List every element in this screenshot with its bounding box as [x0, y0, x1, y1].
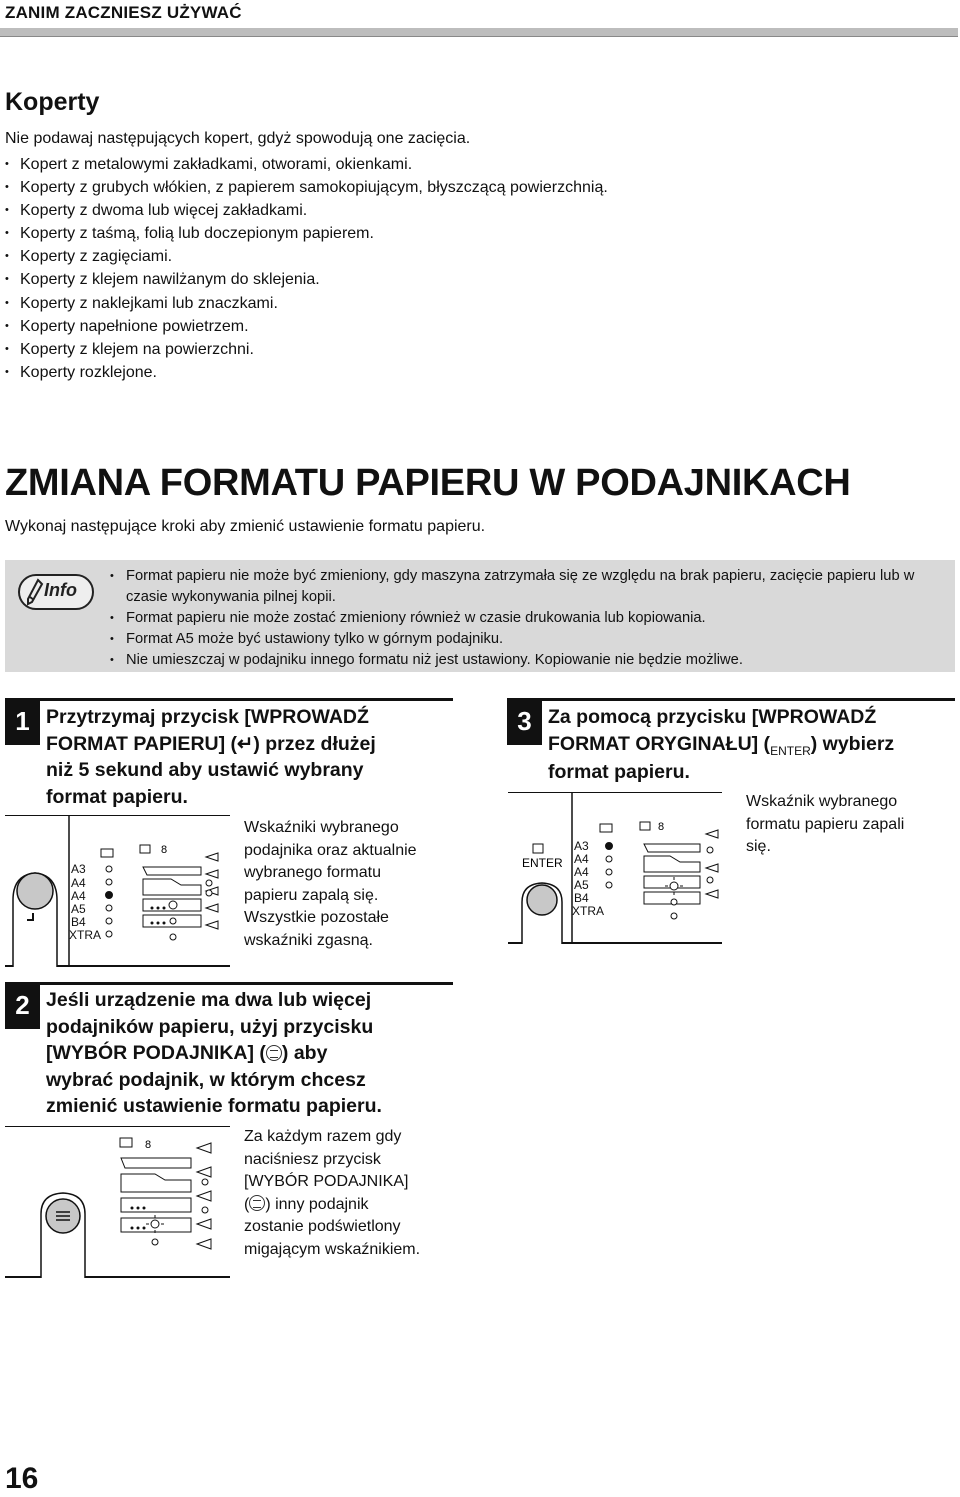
step-2-number: 2	[5, 985, 40, 1029]
step-3-number: 3	[507, 701, 542, 745]
step-1-instruction: Przytrzymaj przycisk [WPROWADŹ FORMAT PAPIERU] (↵) przez dłużej niż 5 sekund aby ustawić wybrany format papieru.	[46, 706, 376, 808]
info-item: • Format papieru nie może być zmieniony, gdy maszyna zatrzymała się ze względu na brak papieru, zacięcie papieru lub w czasie wykonywania pilnej kopii.	[110, 566, 940, 608]
running-header: ZANIM ZACZNIESZ UŻYWAĆ	[5, 3, 242, 22]
tray-select-icon	[266, 1045, 282, 1061]
control-panel-illustration-2	[5, 1126, 230, 1278]
list-item: • Koperty z grubych włókien, z papierem samokopiującym, błyszczącą powierzchnią.	[5, 176, 608, 199]
step-2-rule	[5, 982, 453, 985]
list-item: • Koperty z dwoma lub więcej zakładkami.	[5, 199, 608, 222]
size-label-xtra: XTRA	[572, 904, 605, 918]
step-1-caption: Wskaźniki wybranego podajnika oraz aktualnie wybranego formatu papieru zapalą się. Wszystkie pozostałe wskaźniki zgasną.	[244, 819, 417, 949]
info-item: • Format A5 może być ustawiony tylko w górnym podajniku.	[110, 629, 940, 650]
pencil-icon	[26, 578, 44, 606]
section-heading: ZMIANA FORMATU PAPIERU W PODAJNIKACH	[5, 462, 851, 504]
page-number: 16	[5, 1462, 39, 1495]
svg-text:8: 8	[145, 1139, 152, 1151]
size-label-a5: A5	[71, 902, 86, 916]
size-label-a5: A5	[574, 878, 589, 892]
header-bar	[0, 28, 958, 36]
step-3-caption: Wskaźnik wybranego formatu papieru zapali się.	[746, 793, 905, 855]
list-item: • Koperty rozklejone.	[5, 361, 608, 384]
step-1-number: 1	[5, 701, 40, 745]
list-item: • Koperty z naklejkami lub znaczkami.	[5, 292, 608, 315]
envelopes-intro: Nie podawaj następujących kopert, gdyż spowodują one zacięcia.	[5, 130, 471, 147]
list-item: • Kopert z metalowymi zakładkami, otworami, okienkami.	[5, 153, 608, 176]
list-item: • Koperty z klejem na powierzchni.	[5, 338, 608, 361]
size-label-b4: B4	[71, 915, 86, 929]
list-item: • Koperty napełnione powietrzem.	[5, 315, 608, 338]
step-2-instruction: Jeśli urządzenie ma dwa lub więcej podajników papieru, użyj przycisku [WYBÓR PODAJNIKA] ( ) aby wybrać podajnik, w którym chcesz zmienić ustawienie formatu papieru.	[46, 989, 382, 1117]
list-item: • Koperty z taśmą, folią lub doczepionym papierem.	[5, 222, 608, 245]
svg-text:8: 8	[658, 821, 665, 833]
enter-icon: ENTER	[770, 743, 811, 758]
step-3-instruction: Za pomocą przycisku [WPROWADŹ FORMAT ORYGINAŁU] (ENTER) wybierz format papieru.	[548, 706, 895, 783]
control-panel-illustration-1	[5, 815, 230, 967]
list-item: • Koperty z zagięciami.	[5, 245, 608, 268]
enter-label: ENTER	[522, 856, 563, 870]
size-label-a4: A4	[71, 876, 86, 890]
size-label-a4r: A4	[574, 865, 589, 879]
svg-text:8: 8	[161, 844, 168, 856]
info-item: • Nie umieszczaj w podajniku innego formatu niż jest ustawiony. Kopiowanie nie będzie możliwe.	[110, 650, 940, 671]
envelopes-list	[5, 153, 608, 384]
list-item: • Koperty z klejem nawilżanym do sklejenia.	[5, 268, 608, 291]
size-label-a4r: A4	[71, 889, 86, 903]
step-3-rule	[507, 698, 955, 701]
size-label-b4: B4	[574, 891, 589, 905]
size-label-a4: A4	[574, 852, 589, 866]
size-label-xtra: XTRA	[69, 928, 102, 942]
step-1-rule	[5, 698, 453, 701]
info-item: • Format papieru nie może zostać zmieniony również w czasie drukowania lub kopiowania.	[110, 608, 940, 629]
tray-select-icon	[249, 1195, 265, 1211]
step-2-caption: Za każdym razem gdy naciśniesz przycisk [WYBÓR PODAJNIKA] ( ) inny podajnik zostanie podświetlony migającym wskaźnikiem.	[244, 1128, 421, 1258]
envelopes-heading: Koperty	[5, 88, 100, 116]
section-intro: Wykonaj następujące kroki aby zmienić ustawienie formatu papieru.	[5, 518, 486, 535]
size-label-a3: A3	[574, 839, 589, 853]
control-panel-illustration-3	[508, 792, 722, 944]
enter-arrow-icon: ↵	[237, 732, 254, 755]
info-badge-label: Info	[44, 580, 77, 600]
header-rule	[0, 36, 958, 37]
info-list	[110, 566, 940, 671]
size-label-a3: A3	[71, 862, 86, 876]
